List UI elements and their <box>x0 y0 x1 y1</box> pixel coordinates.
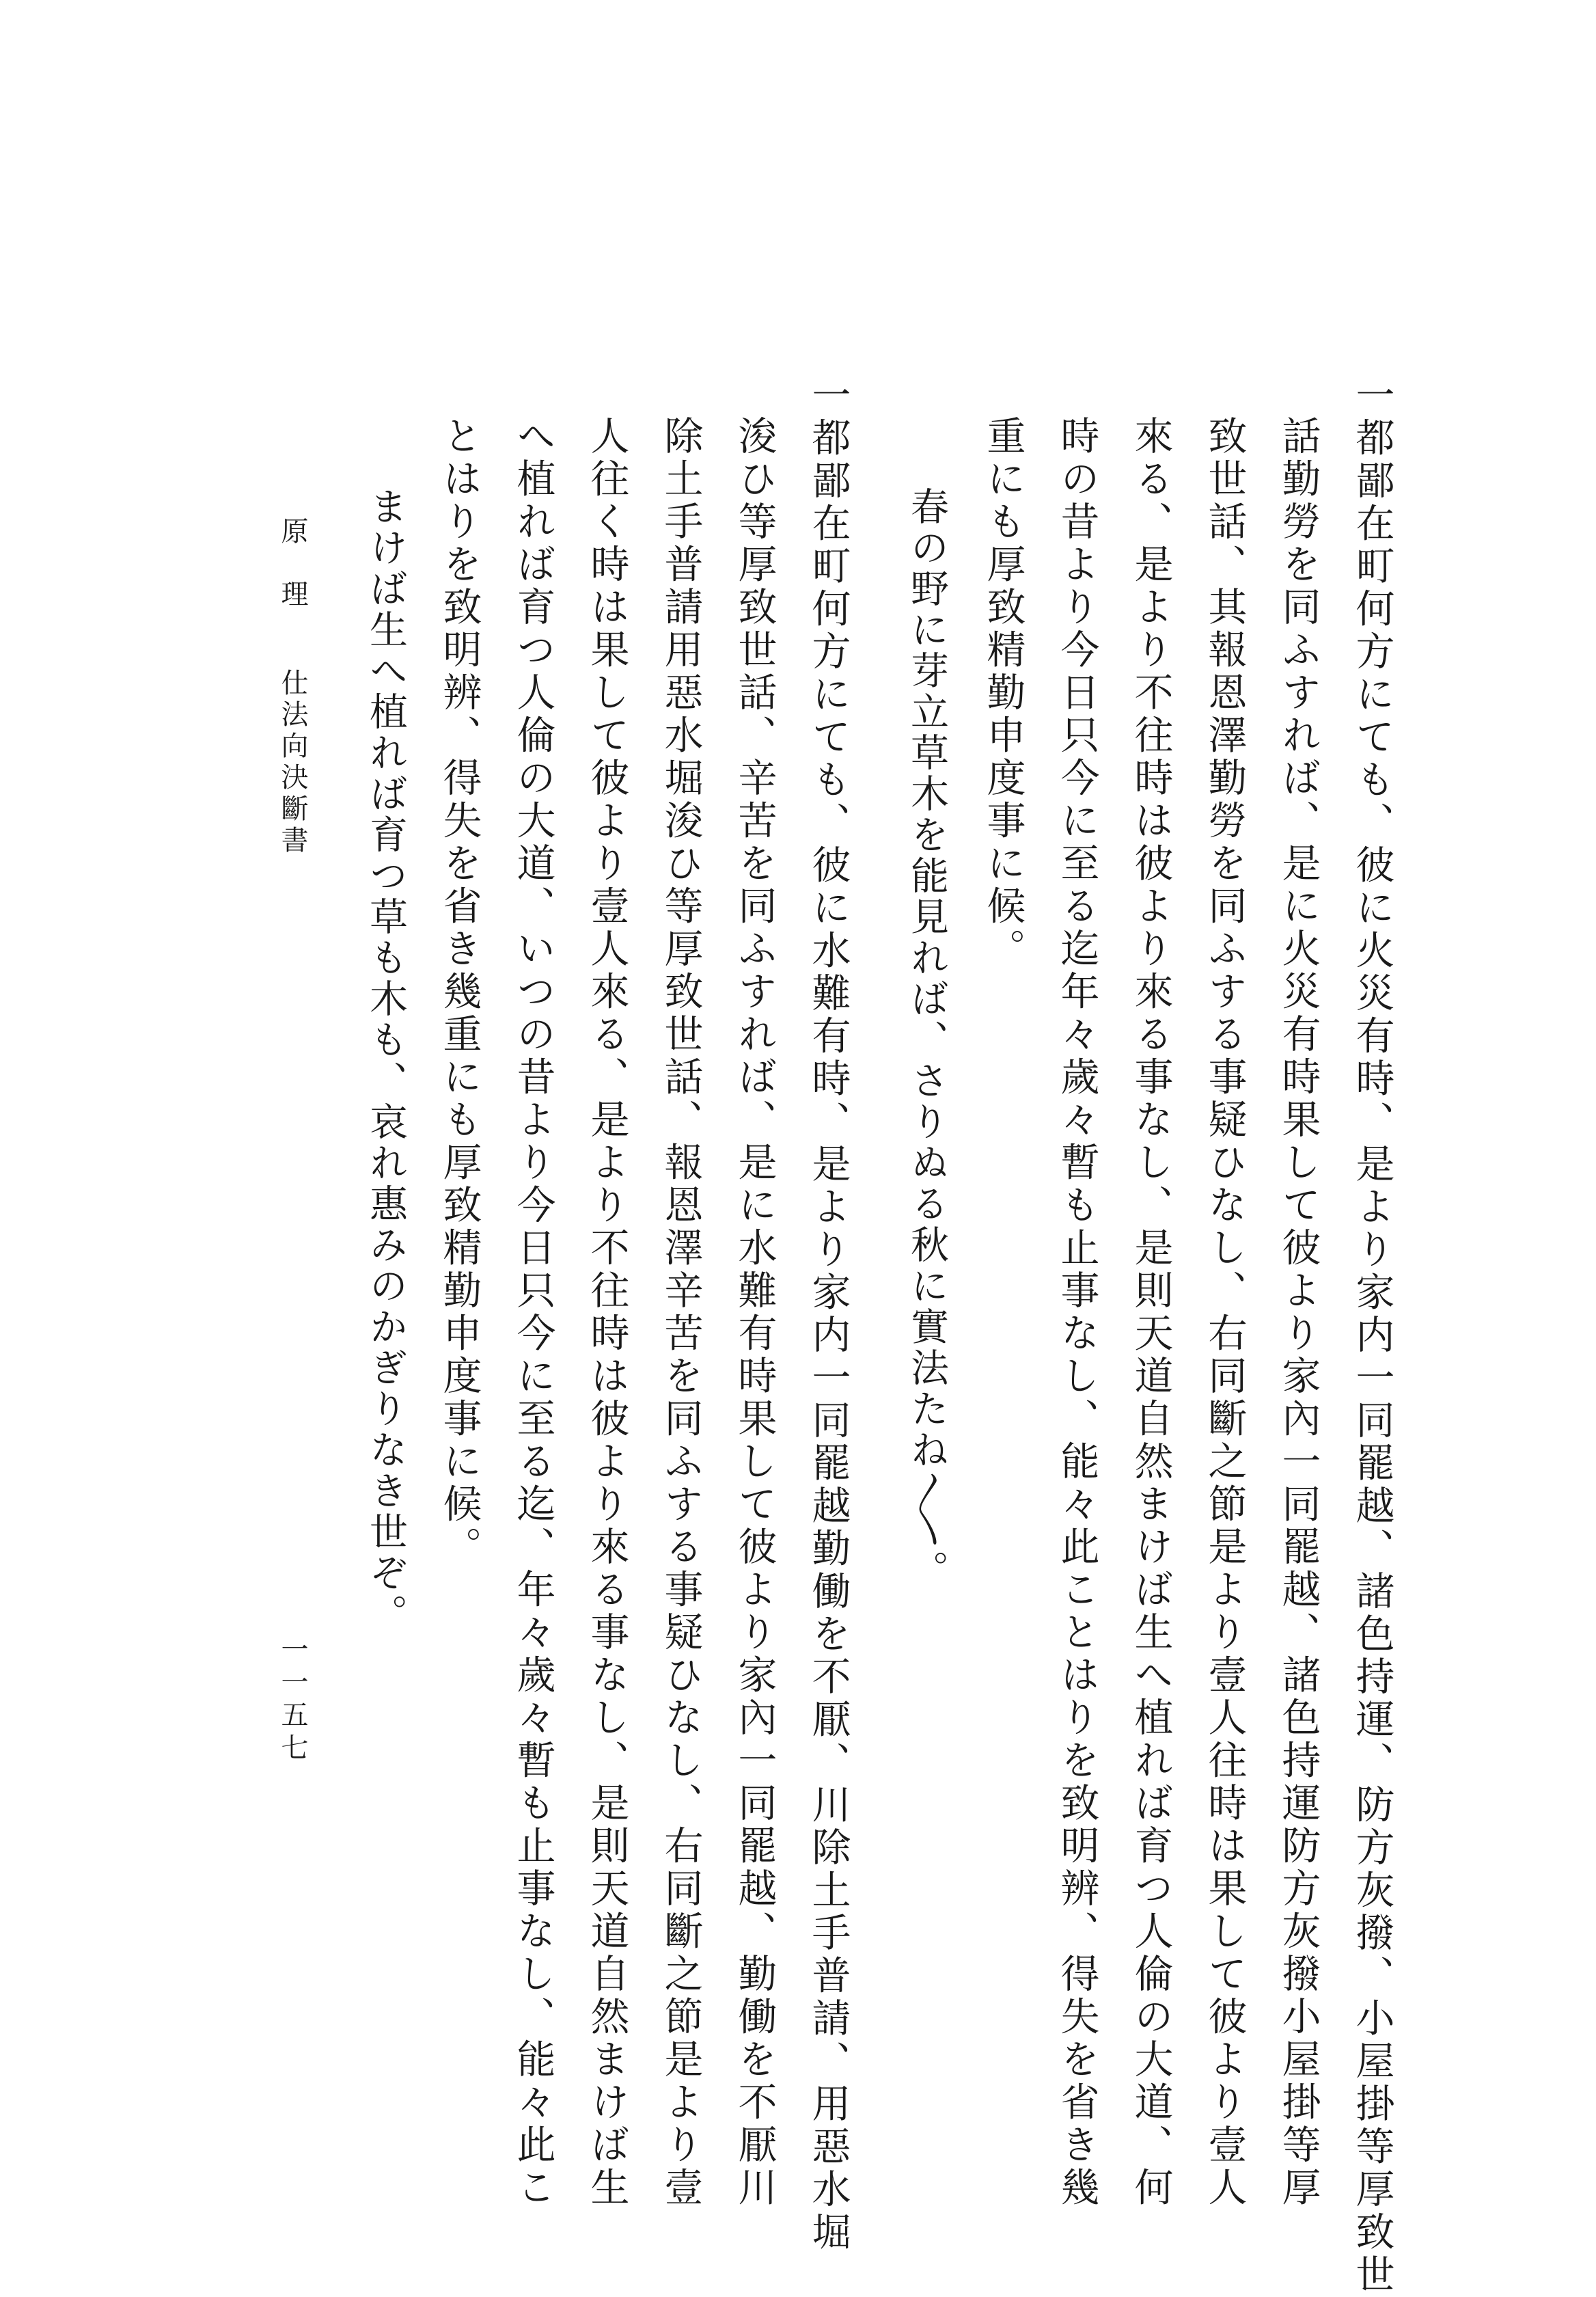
section-2-line-5: へ植れば育つ人倫の大道、いつの昔より今日只今に至る迄、年々歲々暫も止事なし、能々此こ <box>510 416 555 2210</box>
section-2-line-3: 除土手普請用惡水堀浚ひ等厚致世話、報恩澤辛苦を同ふする事疑ひなし、右同斷之節是より壹 <box>658 416 703 2210</box>
section-1-line-6: 重にも厚致精勤申度事に候。 <box>980 416 1026 971</box>
section-1-poem: 春の野に芽立草木を能見れば、さりぬる秋に實法たね〳〵。 <box>905 487 949 1591</box>
section-1-line-2: 話勤勞を同ふすれば、是に火災有時果して彼より家內一同罷越、諸色持運防方灰撥小屋掛等厚 <box>1276 416 1321 2210</box>
running-footer-title: 仕法向決斷書 <box>277 668 308 857</box>
running-footer-section: 原 理 <box>277 517 308 611</box>
section-2-poem: まけば生へ植れば育つ草も木も、哀れ惠みのかぎりなき世ぞ。 <box>363 487 408 1635</box>
page-number: 一一五七 <box>277 1635 308 1766</box>
section-1-line-3: 致世話、其報恩澤勤勞を同ふする事疑ひなし、右同斷之節是より壹人往時は果して彼より壹人 <box>1202 416 1247 2210</box>
section-2-line-1: 一都鄙在町何方にても、彼に水難有時、是より家内一同罷越勤働を不厭、川除土手普請、用惡水堀 <box>806 375 851 2254</box>
section-1-line-1: 一都鄙在町何方にても、彼に火災有時、是より家内一同罷越、諸色持運、防方灰撥、小屋掛等厚致世 <box>1349 375 1394 2297</box>
section-2-line-2: 浚ひ等厚致世話、辛苦を同ふすれば、是に水難有時果して彼より家內一同罷越、勤働を不厭川 <box>732 416 777 2210</box>
section-1-line-5: 時の昔より今日只今に至る迄年々歲々暫も止事なし、能々此ことはりを致明辨、得失を省き幾 <box>1054 416 1099 2210</box>
section-2-line-4: 人往く時は果して彼より壹人來る、是より不往時は彼より來る事なし、是則天道自然まけば生 <box>584 416 629 2210</box>
section-1-line-4: 來る、是より不往時は彼より來る事なし、是則天道自然まけば生へ植れば育つ人倫の大道、何 <box>1128 416 1173 2210</box>
section-2-line-6: とはりを致明辨、得失を省き幾重にも厚致精勤申度事に候。 <box>437 416 482 1569</box>
